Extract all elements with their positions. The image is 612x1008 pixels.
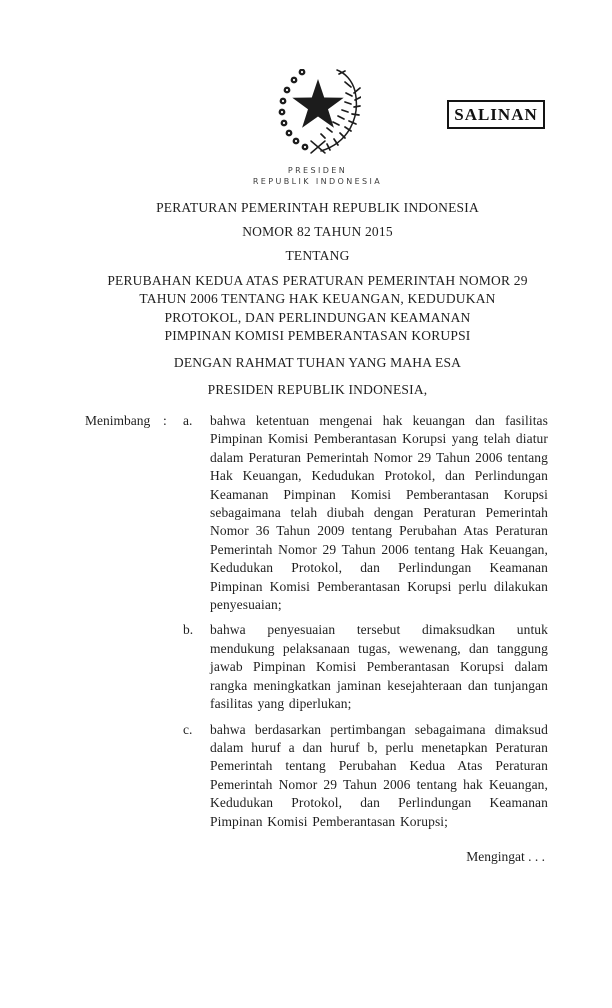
consideration-text-a: bahwa ketentuan mengenai hak keuangan dan fasilitas Pimpinan Komisi Pemberantasan Korupsi yang telah diatur dalam Peraturan Pemerintah Nomor 29 Tahun 2006 tentang Hak Keuangan, Kedudukan Protokol, dan Perlindungan Keamanan Pimpinan Komisi Pemberantasan Korupsi sebagaimana telah diubah dengan Peraturan Pemerintah Nomor 36 Tahun 2009 tentang Perubahan Atas Peraturan Pemerintah Nomor 29 Tahun 2006 tentang Hak Keuangan, Kedudukan Protokol, dan Perlindungan Keamanan Pimpinan Komisi Pemberantasan Korupsi perlu dilakukan penyesuaian;	[210, 413, 548, 613]
letterhead	[85, 165, 550, 187]
letterhead-line-presiden: PRESIDEN	[287, 166, 348, 175]
considerations-label: Menimbang	[85, 413, 151, 428]
catchword-mengingat: Mengingat . . .	[466, 849, 545, 864]
regulation-about: TENTANG	[285, 248, 350, 263]
authority-line: PRESIDEN REPUBLIK INDONESIA,	[207, 382, 428, 397]
salinan-stamp-label: SALINAN	[454, 104, 538, 124]
consideration-text-b: bahwa penyesuaian tersebut dimaksudkan untuk mendukung pelaksanaan tugas, wewenang, dan tanggung jawab Pimpinan Komisi Pemberantasan Korupsi dalam rangka meningkatkan jaminan kesejahteraan dan tunjangan fasilitas yang diperlukan;	[210, 622, 548, 712]
subject-line: PROTOKOL, DAN PERLINDUNGAN KEAMANAN	[164, 309, 471, 325]
consideration-marker-c: c.	[183, 721, 193, 737]
stems-icon	[311, 141, 325, 153]
subject-line: PIMPINAN KOMISI PEMBERANTASAN KORUPSI	[164, 327, 471, 343]
subject-line: TAHUN 2006 TENTANG HAK KEUANGAN, KEDUDUKAN	[139, 291, 496, 307]
consideration-text-c: bahwa berdasarkan pertimbangan sebagaimana dimaksud dalam huruf a dan huruf b, perlu menetapkan Peraturan Pemerintah tentang Perubahan Kedua Atas Peraturan Pemerintah Nomor 29 Tahun 2006 tentang hak Keuangan, Kedudukan Protokol, dan Perlindungan Keamanan Pimpinan Komisi Pemberantasan Korupsi;	[210, 721, 548, 829]
consideration-marker-a: a.	[183, 413, 193, 428]
spacer-cell	[163, 721, 183, 831]
invocation: DENGAN RAHMAT TUHAN YANG MAHA ESA	[173, 355, 462, 370]
spacer-cell	[85, 721, 163, 831]
considerations-block	[85, 412, 548, 831]
star-icon	[292, 79, 343, 128]
spacer-cell	[85, 621, 163, 713]
consideration-marker-b: b.	[183, 622, 194, 638]
presidential-seal-icon	[275, 69, 361, 155]
left-wreath-icon	[279, 69, 309, 150]
regulation-heading: PERATURAN PEMERINTAH REPUBLIK INDONESIA	[156, 200, 479, 215]
regulation-number: NOMOR 82 TAHUN 2015	[242, 224, 393, 239]
subject-line: PERUBAHAN KEDUA ATAS PERATURAN PEMERINTAH NOMOR 29	[107, 273, 528, 288]
salinan-stamp	[447, 100, 545, 129]
letterhead-line-republik: REPUBLIK INDONESIA	[252, 177, 383, 186]
considerations-separator: :	[163, 413, 167, 428]
regulation-subject	[85, 272, 550, 345]
spacer-cell	[163, 621, 183, 713]
